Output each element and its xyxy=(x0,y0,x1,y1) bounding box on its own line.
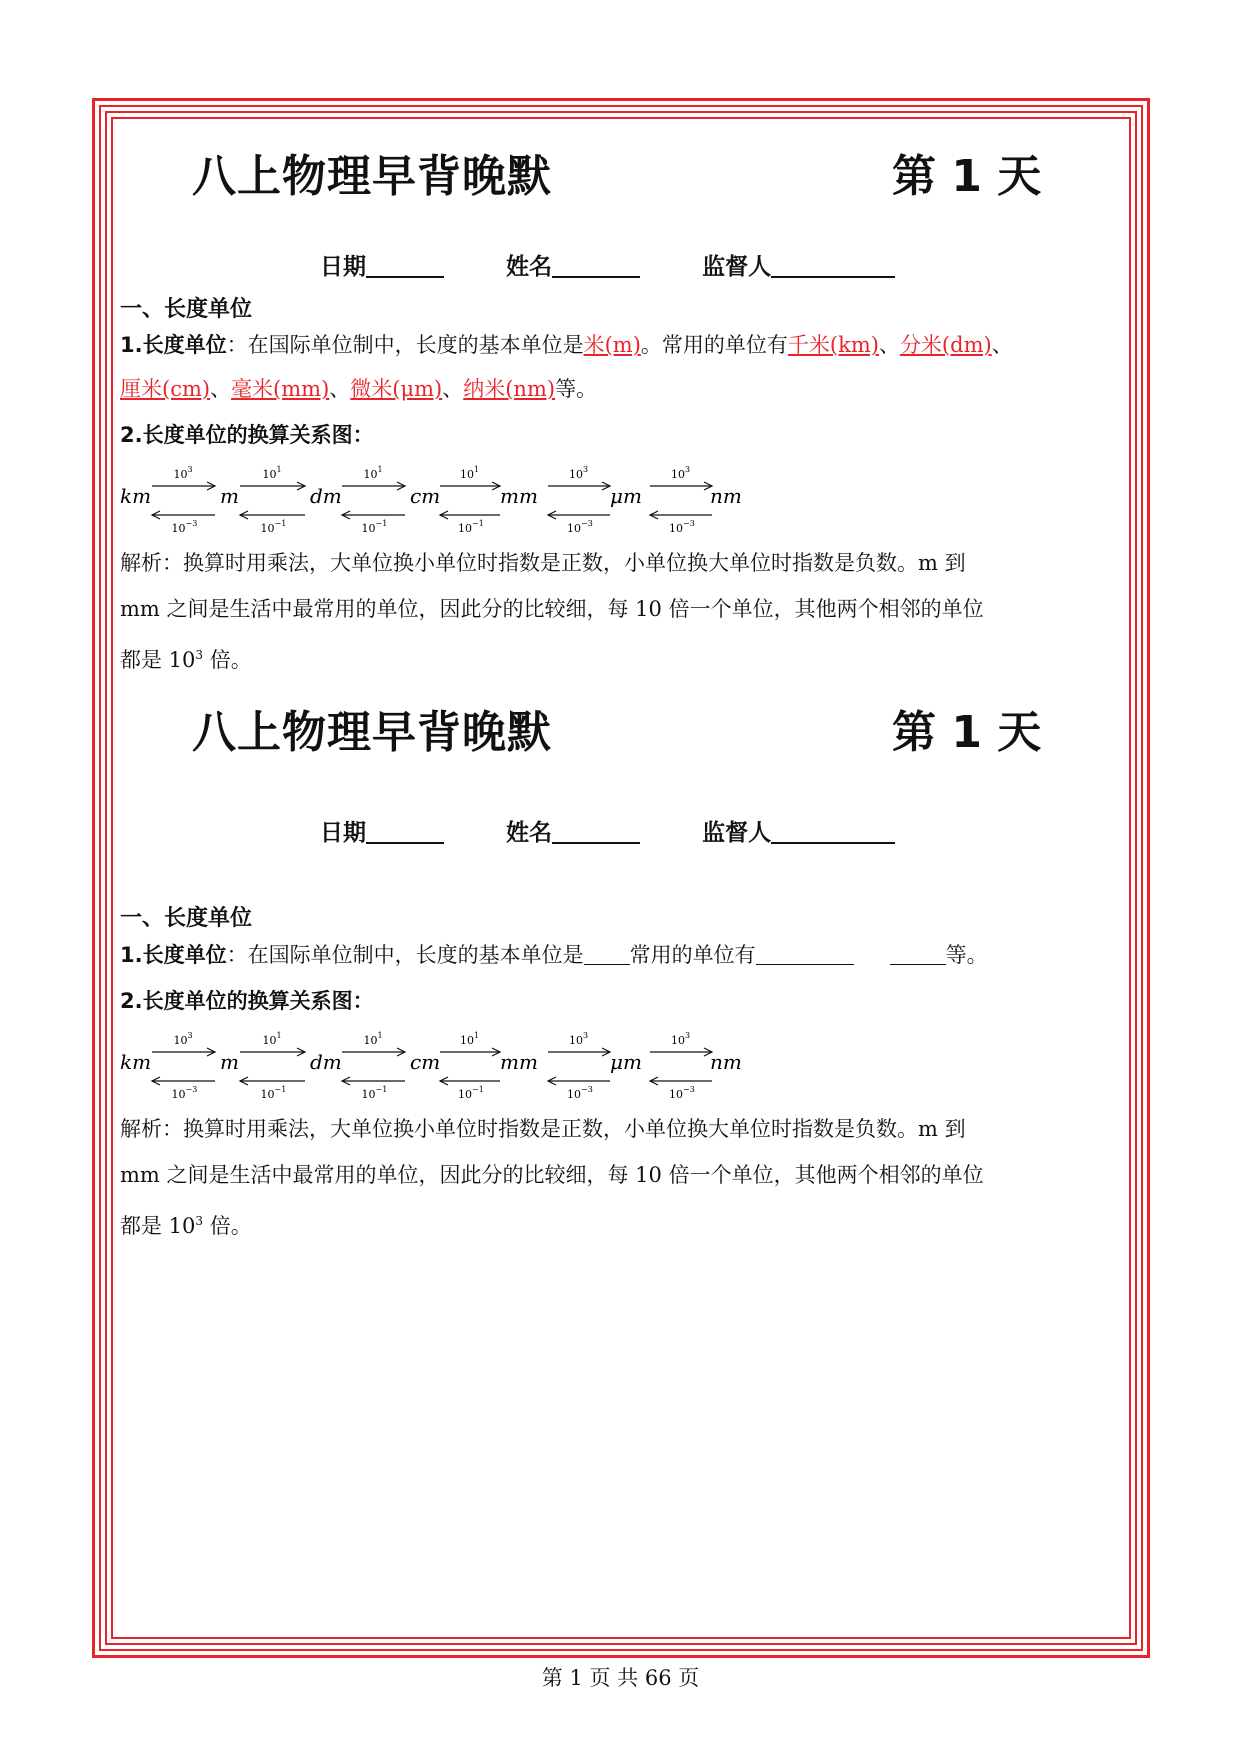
backward-factor-2: 10 xyxy=(361,522,376,532)
answer-unit-um: 微米(μm) xyxy=(350,377,443,401)
backward-factor-5: 10 xyxy=(669,1088,683,1098)
forward-exp-2: 1 xyxy=(377,1031,383,1040)
backward-exp-4: −3 xyxy=(581,1085,593,1094)
conversion-diagram-2 xyxy=(120,1018,840,1098)
item1-line1: 1.长度单位：在国际单位制中，长度的基本单位是米(m)。常用的单位有千米(km)、分米(dm)、 xyxy=(120,333,1013,357)
date-label: 日期 xyxy=(320,254,366,280)
unit-label-4: mm xyxy=(500,484,538,508)
item1-line2: 厘米(cm)、毫米(mm)、微米(μm)、纳米(nm)等。 xyxy=(120,377,598,401)
unit-label-4: mm xyxy=(500,1050,538,1074)
answer-unit-cm: 厘米(cm) xyxy=(120,377,211,401)
forward-factor-2: 10 xyxy=(363,1034,378,1047)
answer-unit-km: 千米(km) xyxy=(787,333,879,357)
name-blank-2[interactable] xyxy=(552,820,640,844)
backward-exp-4: −3 xyxy=(581,519,593,528)
units-blank-1[interactable] xyxy=(756,942,854,965)
backward-exp-5: −3 xyxy=(683,519,695,528)
forward-factor-4: 10 xyxy=(569,468,583,481)
backward-factor-5: 10 xyxy=(669,522,683,532)
backward-exp-1: −1 xyxy=(274,1085,287,1094)
forward-factor-1: 10 xyxy=(262,1034,277,1047)
unit-label-5: μm xyxy=(610,1050,642,1074)
backward-exp-3: −1 xyxy=(472,1085,484,1094)
supervisor-blank[interactable] xyxy=(771,254,895,278)
section-heading-2: 一、长度单位 xyxy=(120,906,253,931)
backward-factor-2: 10 xyxy=(361,1088,376,1098)
unit-label-3: cm xyxy=(410,1050,441,1074)
backward-factor-3: 10 xyxy=(458,522,472,532)
backward-factor-1: 10 xyxy=(260,522,275,532)
backward-factor-4: 10 xyxy=(567,522,581,532)
answer-unit-mm: 毫米(mm) xyxy=(231,377,330,401)
item2-heading: 2.长度单位的换算关系图： xyxy=(120,423,374,447)
backward-exp-3: −1 xyxy=(472,519,484,528)
answer-unit-dm: 分米(dm) xyxy=(899,333,992,357)
name-label: 姓名 xyxy=(506,254,553,280)
page-title: 八上物理早背晚默 xyxy=(192,151,552,202)
unit-label-0: km xyxy=(120,1050,152,1074)
forward-factor-3: 10 xyxy=(460,468,474,481)
backward-exp-0: −3 xyxy=(185,519,198,528)
units-blank-2[interactable] xyxy=(890,942,946,965)
date-blank[interactable] xyxy=(366,254,444,278)
day-label-2: 第 1 天 xyxy=(892,707,1042,758)
unit-label-5: μm xyxy=(610,484,642,508)
page-title-2: 八上物理早背晚默 xyxy=(192,707,552,758)
answer-base-unit: 米(m) xyxy=(583,333,641,357)
analysis-paragraph-2: 解析：换算时用乘法，大单位换小单位时指数是正数，小单位换大单位时指数是负数。m 到 mm 之间是生活中最常用的单位，因此分的比较细，每 10 倍一个单位，其他两个相邻的单位 都是 $10^3$ 倍。 xyxy=(120,1117,984,1238)
base-unit-blank[interactable] xyxy=(584,942,630,965)
forward-factor-0: 10 xyxy=(173,468,188,481)
forward-exp-0: 3 xyxy=(187,1031,193,1040)
unit-label-1: m xyxy=(220,484,239,508)
forward-exp-3: 1 xyxy=(474,465,480,474)
section-heading: 一、长度单位 xyxy=(120,297,253,322)
forward-exp-4: 3 xyxy=(583,1031,589,1040)
item2-heading-2: 2.长度单位的换算关系图： xyxy=(120,989,374,1013)
info-row-2: 日期 姓名 监督人 xyxy=(320,814,895,847)
unit-label-3: cm xyxy=(410,484,441,508)
backward-factor-4: 10 xyxy=(567,1088,581,1098)
unit-label-1: m xyxy=(220,1050,239,1074)
backward-exp-1: −1 xyxy=(274,519,287,528)
unit-label-6: nm xyxy=(710,1050,742,1074)
forward-exp-5: 3 xyxy=(685,465,691,474)
forward-exp-1: 1 xyxy=(276,465,282,474)
unit-label-2: dm xyxy=(310,1050,342,1074)
item1-label: 1.长度单位 xyxy=(120,333,227,357)
forward-factor-4: 10 xyxy=(569,1034,583,1047)
forward-factor-2: 10 xyxy=(363,468,378,481)
supervisor-label: 监督人 xyxy=(702,254,772,280)
name-blank[interactable] xyxy=(552,254,640,278)
forward-factor-0: 10 xyxy=(173,1034,188,1047)
forward-factor-5: 10 xyxy=(671,1034,685,1047)
forward-factor-5: 10 xyxy=(671,468,685,481)
backward-exp-0: −3 xyxy=(185,1085,198,1094)
analysis-paragraph: 解析：换算时用乘法，大单位换小单位时指数是正数，小单位换大单位时指数是负数。m 到 mm 之间是生活中最常用的单位，因此分的比较细，每 10 倍一个单位，其他两个相邻的单位 都是 $10^3$ 倍。 xyxy=(120,551,984,672)
backward-factor-0: 10 xyxy=(171,522,186,532)
backward-exp-2: −1 xyxy=(375,1085,388,1094)
item1-practice-line: 1.长度单位：在国际单位制中，长度的基本单位是 常用的单位有 等。 xyxy=(120,943,988,967)
day-label: 第 1 天 xyxy=(892,151,1042,202)
page-footer: 第 1 页 共 66 页 xyxy=(541,1666,700,1690)
conversion-diagram xyxy=(120,452,840,532)
answer-unit-nm: 纳米(nm) xyxy=(463,377,556,401)
date-blank-2[interactable] xyxy=(366,820,444,844)
forward-factor-3: 10 xyxy=(460,1034,474,1047)
forward-exp-2: 1 xyxy=(377,465,383,474)
info-row xyxy=(320,248,895,281)
forward-exp-0: 3 xyxy=(187,465,193,474)
backward-factor-0: 10 xyxy=(171,1088,186,1098)
backward-factor-1: 10 xyxy=(260,1088,275,1098)
forward-factor-1: 10 xyxy=(262,468,277,481)
forward-exp-1: 1 xyxy=(276,1031,282,1040)
unit-label-2: dm xyxy=(310,484,342,508)
forward-exp-3: 1 xyxy=(474,1031,480,1040)
forward-exp-5: 3 xyxy=(685,1031,691,1040)
forward-exp-4: 3 xyxy=(583,465,589,474)
unit-label-6: nm xyxy=(710,484,742,508)
backward-exp-5: −3 xyxy=(683,1085,695,1094)
backward-factor-3: 10 xyxy=(458,1088,472,1098)
unit-label-0: km xyxy=(120,484,152,508)
supervisor-blank-2[interactable] xyxy=(771,820,895,844)
backward-exp-2: −1 xyxy=(375,519,388,528)
